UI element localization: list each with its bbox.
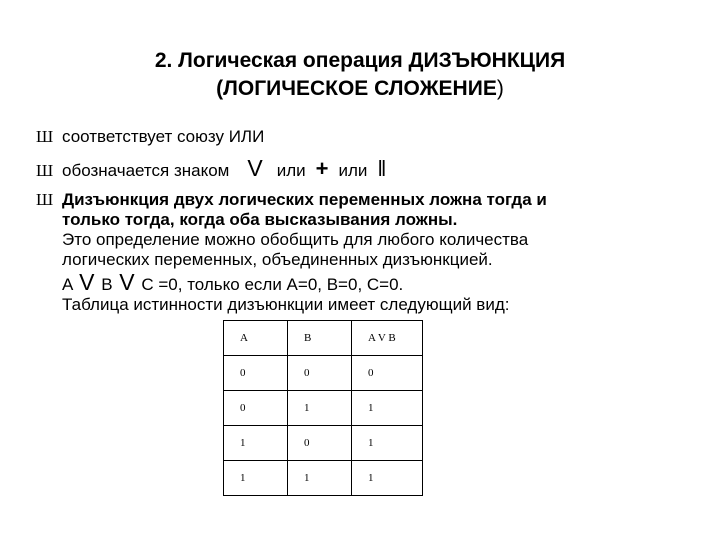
table-row bbox=[224, 461, 423, 496]
or-symbol-plus: + bbox=[315, 156, 329, 181]
bullet-text: соответствует союзу ИЛИ bbox=[62, 127, 265, 146]
table-header-row bbox=[224, 321, 423, 356]
table-cell: 0 bbox=[288, 356, 352, 391]
table-cell: 1 bbox=[288, 391, 352, 426]
or-symbol-double-bar: ‖ bbox=[377, 156, 387, 181]
or-word: или bbox=[276, 161, 306, 180]
table-cell: 1 bbox=[352, 461, 423, 496]
header-b: B bbox=[288, 321, 352, 356]
bullet-marker: Ш bbox=[36, 161, 54, 180]
bullet-marker: Ш bbox=[36, 127, 54, 146]
bullet-conjunction bbox=[36, 127, 264, 147]
formula-vee-1: V bbox=[79, 269, 95, 295]
table-cell: 0 bbox=[224, 391, 288, 426]
table-intro: Таблица истинности дизъюнкции имеет следующий вид: bbox=[62, 295, 510, 314]
table-cell: 1 bbox=[224, 461, 288, 496]
table-cell: 0 bbox=[224, 356, 288, 391]
table-cell: 1 bbox=[352, 391, 423, 426]
truth-table bbox=[223, 320, 423, 496]
bullet-marker: Ш bbox=[36, 190, 54, 209]
table-cell: 0 bbox=[352, 356, 423, 391]
title-line-2-main: (ЛОГИЧЕСКОЕ СЛОЖЕНИЕ bbox=[216, 77, 497, 100]
formula-rest: C =0, только если A=0, B=0, C=0. bbox=[141, 275, 404, 294]
formula bbox=[62, 269, 686, 295]
table-row bbox=[224, 426, 423, 461]
title-line-2-close: ) bbox=[496, 77, 504, 100]
header-a: A bbox=[224, 321, 288, 356]
or-symbol-v: V bbox=[247, 155, 263, 181]
formula-vee-2: V bbox=[119, 269, 135, 295]
generalization-line-2: логических переменных, объединенных дизъюнкцией. bbox=[62, 250, 493, 269]
header-a-or-b: A V B bbox=[352, 321, 423, 356]
title-line-2 bbox=[0, 75, 720, 103]
table-cell: 1 bbox=[224, 426, 288, 461]
table-cell: 1 bbox=[352, 426, 423, 461]
table-row bbox=[224, 356, 423, 391]
formula-a: A bbox=[62, 275, 73, 294]
bullet-definition bbox=[36, 190, 686, 315]
bullet-notation bbox=[36, 155, 387, 181]
slide-title bbox=[0, 47, 720, 103]
bullet-text: обозначается знаком bbox=[62, 161, 230, 180]
generalization-line-1: Это определение можно обобщить для любого количества bbox=[62, 230, 529, 249]
table-cell: 0 bbox=[288, 426, 352, 461]
table-row bbox=[224, 391, 423, 426]
definition-line-2: только тогда, когда оба высказывания ложны. bbox=[62, 210, 458, 229]
definition-line-1: Дизъюнкция двух логических переменных ложна тогда и bbox=[62, 190, 547, 209]
title-line-1: 2. Логическая операция ДИЗЪЮНКЦИЯ bbox=[154, 49, 566, 72]
table-cell: 1 bbox=[288, 461, 352, 496]
or-word: или bbox=[338, 161, 368, 180]
formula-b: B bbox=[101, 275, 113, 294]
